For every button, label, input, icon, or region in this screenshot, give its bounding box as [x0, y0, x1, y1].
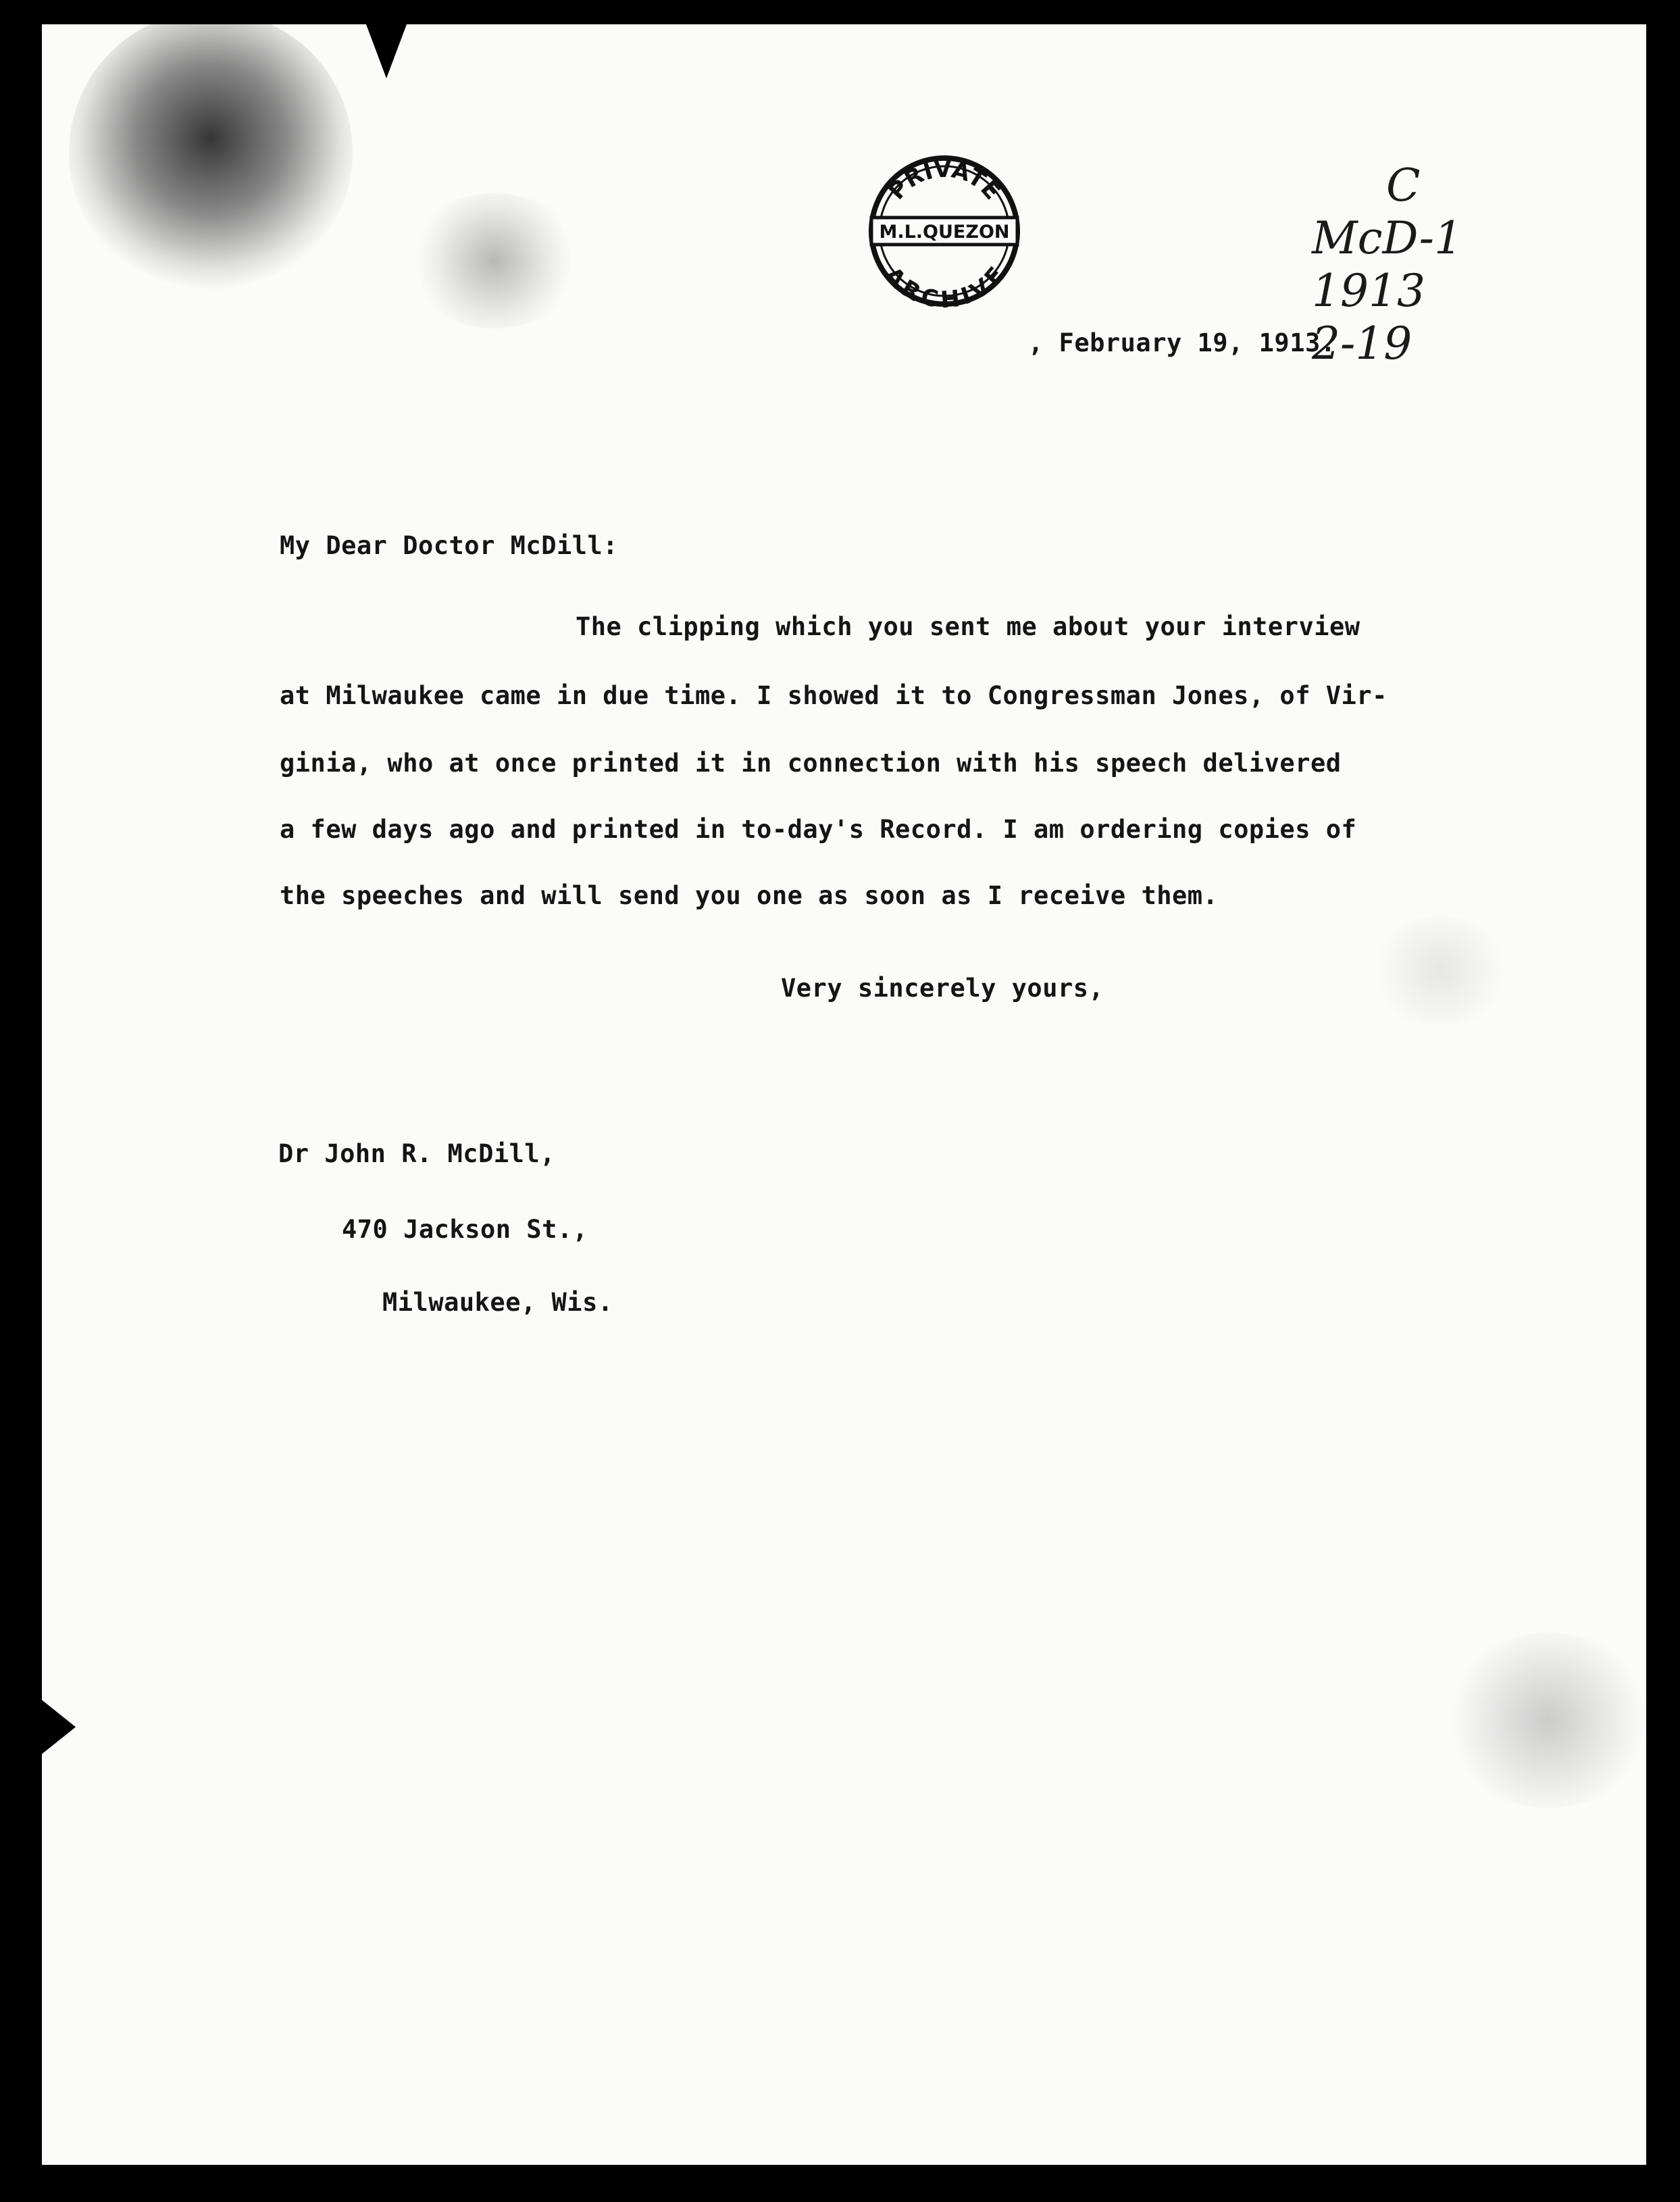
page-tear	[366, 24, 407, 78]
archive-stamp	[867, 154, 1021, 308]
recipient-city: Milwaukee, Wis.	[382, 1288, 613, 1317]
stamp-bottom-text: ARCHIVE	[879, 261, 1011, 308]
ink-smudge	[69, 24, 353, 295]
recipient-name: Dr John R. McDill,	[278, 1139, 555, 1168]
handwritten-file-note	[1312, 159, 1528, 370]
stamp-center-text: M.L.QUEZON	[879, 222, 1010, 243]
stamp-top-text: PRIVATE	[883, 155, 1006, 205]
body-line: the speeches and will send you one as soon as I receive them.	[280, 881, 1219, 910]
letter-page	[42, 24, 1646, 2165]
recipient-street: 470 Jackson St.,	[342, 1215, 588, 1244]
salutation: My Dear Doctor McDill:	[280, 531, 619, 560]
file-note-line: C	[1386, 159, 1421, 211]
ink-smudge	[1366, 916, 1514, 1024]
page-tear	[42, 1700, 76, 1754]
file-note-line: 1913	[1312, 265, 1425, 317]
closing: Very sincerely yours,	[781, 974, 1104, 1003]
body-line: ginia, who at once printed it in connection with his speech delivered	[280, 749, 1342, 778]
file-note-line: 2-19	[1312, 318, 1412, 370]
ink-smudge	[407, 193, 582, 328]
body-line: The clipping which you sent me about your interview	[576, 612, 1360, 641]
file-note-line: McD-1	[1312, 212, 1462, 264]
letter-date: , February 19, 1913.	[1028, 328, 1336, 357]
body-line: a few days ago and printed in to-day's Record. I am ordering copies of	[280, 815, 1357, 844]
body-line: at Milwaukee came in due time. I showed it to Congressman Jones, of Vir-	[280, 681, 1388, 710]
ink-smudge	[1447, 1632, 1646, 1808]
